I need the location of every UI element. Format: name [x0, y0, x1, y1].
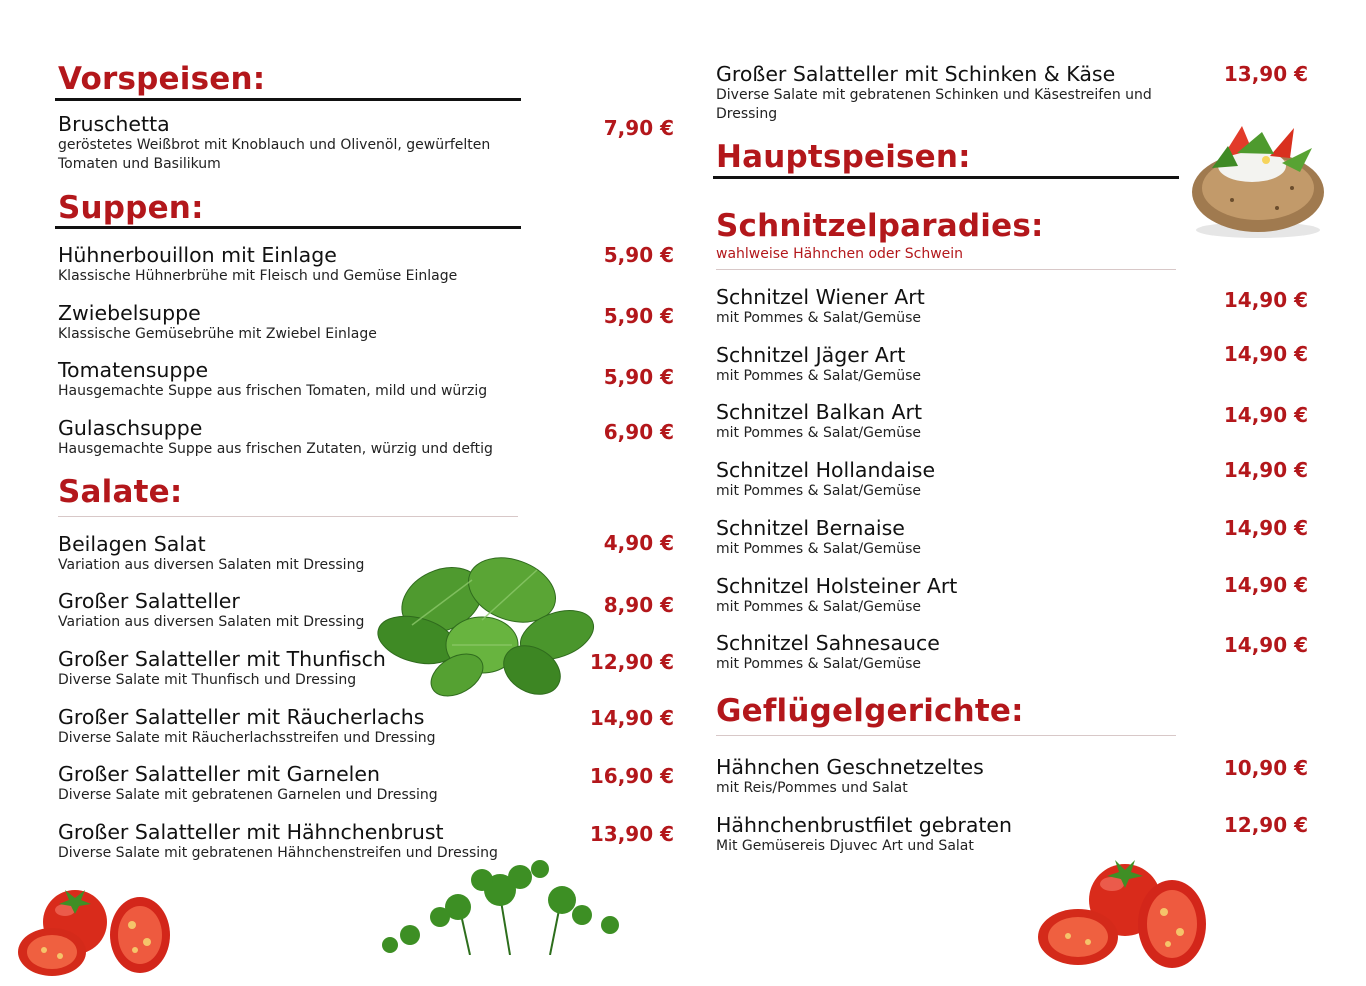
item-name: Schnitzel Balkan Art — [716, 400, 922, 424]
menu-item — [58, 416, 578, 459]
item-name: Schnitzel Hollandaise — [716, 458, 936, 482]
divider — [716, 269, 1176, 270]
menu-item — [716, 400, 1176, 443]
item-desc: mit Pommes & Salat/Gemüse — [716, 425, 921, 441]
item-desc: Mit Gemüsereis Djuvec Art und Salat — [716, 838, 974, 854]
divider — [58, 516, 518, 517]
menu-item — [716, 813, 1176, 856]
menu-item — [716, 755, 1176, 798]
item-desc: mit Pommes & Salat/Gemüse — [716, 656, 921, 672]
item-price: 14,90 € — [1223, 288, 1308, 312]
menu-item — [716, 516, 1176, 559]
item-price: 14,90 € — [589, 706, 674, 730]
menu-item — [716, 574, 1176, 617]
item-name: Schnitzel Wiener Art — [716, 285, 925, 309]
menu-item — [716, 343, 1176, 386]
item-price: 10,90 € — [1223, 756, 1308, 780]
section-title-salate: Salate: — [58, 474, 183, 510]
item-name: Schnitzel Sahnesauce — [716, 631, 940, 655]
item-price: 14,90 € — [1223, 458, 1308, 482]
item-name: Schnitzel Holsteiner Art — [716, 574, 958, 598]
item-name: Beilagen Salat — [58, 532, 206, 556]
item-desc: Diverse Salate mit Thunfisch und Dressing — [58, 672, 357, 688]
menu-item — [58, 112, 528, 174]
item-desc: Diverse Salate mit Räucherlachsstreifen und Dressing — [58, 730, 436, 746]
item-desc: Klassische Gemüsebrühe mit Zwiebel Einlage — [58, 326, 377, 342]
tomato-icon — [10, 880, 170, 980]
item-desc: mit Pommes & Salat/Gemüse — [716, 368, 921, 384]
item-price: 5,90 € — [603, 304, 674, 328]
item-name: Hähnchenbrustfilet gebraten — [716, 813, 1013, 837]
item-desc: Klassische Hühnerbrühe mit Fleisch und Gemüse Einlage — [58, 268, 458, 284]
item-name: Schnitzel Jäger Art — [716, 343, 906, 367]
item-name: Tomatensuppe — [58, 358, 209, 382]
item-price: 5,90 € — [603, 365, 674, 389]
section-title-suppen: Suppen: — [58, 190, 204, 226]
item-price: 14,90 € — [1223, 573, 1308, 597]
item-desc: Diverse Salate mit gebratenen Schinken und Käsestreifen und Dressing — [716, 87, 1152, 122]
item-desc: mit Pommes & Salat/Gemüse — [716, 541, 921, 557]
divider — [55, 226, 521, 229]
item-name: Zwiebelsuppe — [58, 301, 201, 325]
item-desc: mit Pommes & Salat/Gemüse — [716, 310, 921, 326]
item-price: 14,90 € — [1223, 633, 1308, 657]
item-desc: Diverse Salate mit gebratenen Garnelen und Dressing — [58, 787, 438, 803]
menu-item — [716, 285, 1176, 328]
item-name: Großer Salatteller mit Hähnchenbrust — [58, 820, 444, 844]
item-name: Hähnchen Geschnetzeltes — [716, 755, 984, 779]
item-desc: Variation aus diversen Salaten mit Dressing — [58, 614, 365, 630]
item-desc: Variation aus diversen Salaten mit Dressing — [58, 557, 365, 573]
menu-item — [58, 243, 578, 286]
item-price: 8,90 € — [603, 593, 674, 617]
item-name: Großer Salatteller mit Garnelen — [58, 762, 380, 786]
item-name: Großer Salatteller mit Thunfisch — [58, 647, 386, 671]
menu-item — [58, 762, 578, 805]
item-price: 12,90 € — [1223, 813, 1308, 837]
item-price: 13,90 € — [1223, 62, 1308, 86]
menu-item — [716, 62, 1186, 124]
item-desc: Hausgemachte Suppe aus frischen Tomaten, mild und würzig — [58, 383, 488, 399]
item-price: 14,90 € — [1223, 342, 1308, 366]
divider — [55, 98, 521, 101]
item-price: 4,90 € — [603, 531, 674, 555]
menu-item — [58, 301, 578, 344]
item-price: 5,90 € — [603, 243, 674, 267]
item-price: 6,90 € — [603, 420, 674, 444]
section-title-gefluegel: Geflügelgerichte: — [716, 693, 1024, 729]
section-title-hauptspeisen: Hauptspeisen: — [716, 139, 971, 175]
item-name: Schnitzel Bernaise — [716, 516, 905, 540]
item-name: Bruschetta — [58, 112, 170, 136]
item-price: 14,90 € — [1223, 403, 1308, 427]
menu-item — [58, 705, 578, 748]
item-price: 16,90 € — [589, 764, 674, 788]
item-name: Großer Salatteller — [58, 589, 240, 613]
item-price: 14,90 € — [1223, 516, 1308, 540]
item-desc: geröstetes Weißbrot mit Knoblauch und Olivenöl, gewürfelten Tomaten und Basilikum — [58, 137, 491, 172]
item-desc: mit Reis/Pommes und Salat — [716, 780, 908, 796]
item-name: Großer Salatteller mit Schinken & Käse — [716, 62, 1116, 86]
item-desc: mit Pommes & Salat/Gemüse — [716, 599, 921, 615]
item-desc: Hausgemachte Suppe aus frischen Zutaten, würzig und deftig — [58, 441, 493, 457]
tomato-icon — [1030, 852, 1215, 972]
section-title-vorspeisen: Vorspeisen: — [58, 61, 266, 97]
divider — [716, 735, 1176, 736]
item-price: 13,90 € — [589, 822, 674, 846]
section-title-schnitzel: Schnitzelparadies: — [716, 208, 1044, 244]
divider — [713, 176, 1179, 179]
item-desc: Diverse Salate mit gebratenen Hähnchenstreifen und Dressing — [58, 845, 498, 861]
item-price: 12,90 € — [589, 650, 674, 674]
item-name: Gulaschsuppe — [58, 416, 203, 440]
baked-potato-icon — [1182, 108, 1330, 240]
menu-item — [716, 458, 1176, 501]
menu-item — [716, 631, 1176, 674]
item-desc: mit Pommes & Salat/Gemüse — [716, 483, 921, 499]
menu-item — [58, 358, 578, 401]
item-name: Hühnerbouillon mit Einlage — [58, 243, 337, 267]
section-subtitle: wahlweise Hähnchen oder Schwein — [716, 246, 964, 262]
parsley-icon — [370, 855, 640, 955]
basil-icon — [372, 545, 602, 700]
item-name: Großer Salatteller mit Räucherlachs — [58, 705, 425, 729]
item-price: 7,90 € — [603, 116, 674, 140]
